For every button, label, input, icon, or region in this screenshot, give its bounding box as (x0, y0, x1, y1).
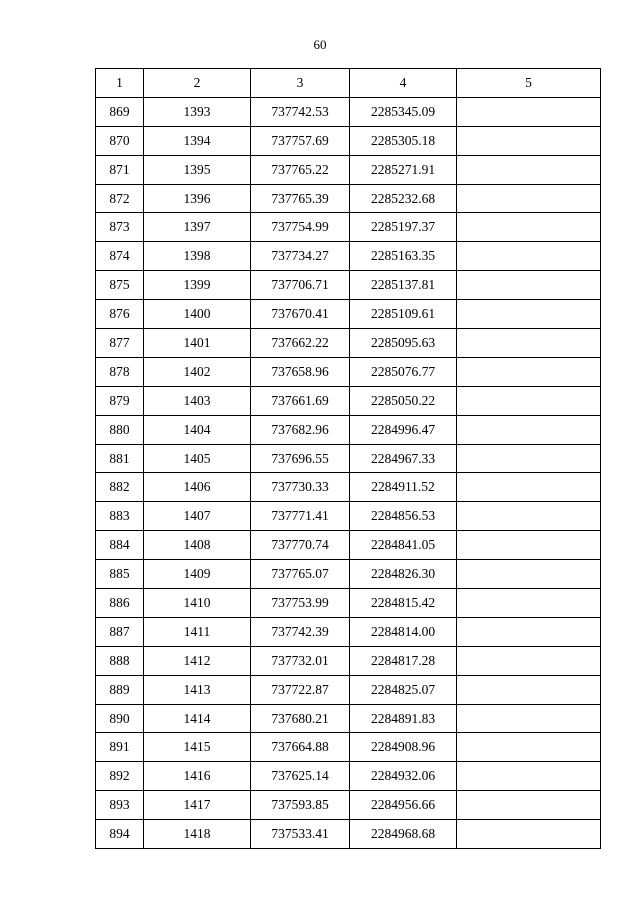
table-row (96, 357, 601, 386)
cell-x-coordinate: 737533.41 (251, 820, 350, 849)
cell-x-coordinate: 737664.88 (251, 733, 350, 762)
column-header: 4 (350, 69, 457, 98)
cell-x-coordinate: 737734.27 (251, 242, 350, 271)
cell-point-number: 881 (96, 444, 144, 473)
cell-point-number: 874 (96, 242, 144, 271)
cell-x-coordinate: 737754.99 (251, 213, 350, 242)
cell-point-number: 884 (96, 531, 144, 560)
table-body (96, 97, 601, 848)
cell-note (457, 444, 601, 473)
cell-vertex-number: 1393 (144, 97, 251, 126)
table-row (96, 444, 601, 473)
cell-y-coordinate: 2285197.37 (350, 213, 457, 242)
table-row (96, 733, 601, 762)
cell-y-coordinate: 2284856.53 (350, 502, 457, 531)
cell-y-coordinate: 2284817.28 (350, 646, 457, 675)
cell-vertex-number: 1418 (144, 820, 251, 849)
cell-note (457, 415, 601, 444)
table-row (96, 473, 601, 502)
cell-note (457, 97, 601, 126)
cell-point-number: 873 (96, 213, 144, 242)
cell-y-coordinate: 2285271.91 (350, 155, 457, 184)
cell-vertex-number: 1397 (144, 213, 251, 242)
cell-x-coordinate: 737682.96 (251, 415, 350, 444)
cell-point-number: 878 (96, 357, 144, 386)
cell-x-coordinate: 737593.85 (251, 791, 350, 820)
cell-vertex-number: 1405 (144, 444, 251, 473)
cell-y-coordinate: 2285076.77 (350, 357, 457, 386)
cell-point-number: 890 (96, 704, 144, 733)
cell-note (457, 617, 601, 646)
table-row (96, 617, 601, 646)
table-row (96, 589, 601, 618)
cell-point-number: 883 (96, 502, 144, 531)
cell-y-coordinate: 2284826.30 (350, 560, 457, 589)
column-header: 2 (144, 69, 251, 98)
cell-y-coordinate: 2285305.18 (350, 126, 457, 155)
table-row (96, 502, 601, 531)
cell-x-coordinate: 737625.14 (251, 762, 350, 791)
cell-x-coordinate: 737658.96 (251, 357, 350, 386)
cell-point-number: 893 (96, 791, 144, 820)
table-row (96, 213, 601, 242)
cell-point-number: 894 (96, 820, 144, 849)
table-row (96, 271, 601, 300)
cell-x-coordinate: 737770.74 (251, 531, 350, 560)
table-row (96, 704, 601, 733)
cell-point-number: 871 (96, 155, 144, 184)
column-header: 5 (457, 69, 601, 98)
table-row (96, 820, 601, 849)
table-row (96, 791, 601, 820)
cell-vertex-number: 1410 (144, 589, 251, 618)
coordinates-table (95, 68, 601, 849)
cell-x-coordinate: 737771.41 (251, 502, 350, 531)
table-row (96, 560, 601, 589)
cell-x-coordinate: 737742.39 (251, 617, 350, 646)
cell-y-coordinate: 2285345.09 (350, 97, 457, 126)
cell-vertex-number: 1396 (144, 184, 251, 213)
cell-vertex-number: 1395 (144, 155, 251, 184)
cell-y-coordinate: 2285137.81 (350, 271, 457, 300)
cell-y-coordinate: 2284932.06 (350, 762, 457, 791)
cell-x-coordinate: 737706.71 (251, 271, 350, 300)
table-row (96, 300, 601, 329)
cell-point-number: 887 (96, 617, 144, 646)
cell-vertex-number: 1398 (144, 242, 251, 271)
table-row (96, 329, 601, 358)
cell-x-coordinate: 737765.39 (251, 184, 350, 213)
cell-point-number: 889 (96, 675, 144, 704)
cell-x-coordinate: 737753.99 (251, 589, 350, 618)
cell-note (457, 213, 601, 242)
cell-y-coordinate: 2285109.61 (350, 300, 457, 329)
table-row (96, 155, 601, 184)
cell-note (457, 502, 601, 531)
cell-note (457, 473, 601, 502)
cell-vertex-number: 1415 (144, 733, 251, 762)
table-row (96, 646, 601, 675)
cell-point-number: 882 (96, 473, 144, 502)
cell-y-coordinate: 2285095.63 (350, 329, 457, 358)
cell-vertex-number: 1403 (144, 386, 251, 415)
cell-note (457, 675, 601, 704)
cell-x-coordinate: 737722.87 (251, 675, 350, 704)
cell-point-number: 877 (96, 329, 144, 358)
cell-vertex-number: 1400 (144, 300, 251, 329)
column-header: 1 (96, 69, 144, 98)
cell-point-number: 875 (96, 271, 144, 300)
cell-y-coordinate: 2284815.42 (350, 589, 457, 618)
cell-x-coordinate: 737765.07 (251, 560, 350, 589)
table-row (96, 97, 601, 126)
cell-note (457, 184, 601, 213)
cell-vertex-number: 1399 (144, 271, 251, 300)
cell-note (457, 242, 601, 271)
cell-vertex-number: 1406 (144, 473, 251, 502)
table-header-row (96, 69, 601, 98)
cell-y-coordinate: 2284908.96 (350, 733, 457, 762)
cell-note (457, 531, 601, 560)
table-row (96, 531, 601, 560)
cell-vertex-number: 1404 (144, 415, 251, 444)
cell-x-coordinate: 737742.53 (251, 97, 350, 126)
cell-note (457, 300, 601, 329)
cell-y-coordinate: 2285232.68 (350, 184, 457, 213)
cell-y-coordinate: 2284956.66 (350, 791, 457, 820)
cell-note (457, 560, 601, 589)
table-row (96, 242, 601, 271)
cell-note (457, 271, 601, 300)
cell-point-number: 879 (96, 386, 144, 415)
table-row (96, 386, 601, 415)
cell-y-coordinate: 2284825.07 (350, 675, 457, 704)
cell-x-coordinate: 737696.55 (251, 444, 350, 473)
cell-point-number: 885 (96, 560, 144, 589)
cell-note (457, 126, 601, 155)
cell-note (457, 733, 601, 762)
cell-point-number: 888 (96, 646, 144, 675)
cell-vertex-number: 1414 (144, 704, 251, 733)
cell-point-number: 891 (96, 733, 144, 762)
cell-y-coordinate: 2285050.22 (350, 386, 457, 415)
cell-point-number: 892 (96, 762, 144, 791)
cell-vertex-number: 1408 (144, 531, 251, 560)
table-row (96, 415, 601, 444)
cell-vertex-number: 1416 (144, 762, 251, 791)
column-header: 3 (251, 69, 350, 98)
cell-note (457, 155, 601, 184)
cell-vertex-number: 1402 (144, 357, 251, 386)
cell-note (457, 762, 601, 791)
cell-x-coordinate: 737732.01 (251, 646, 350, 675)
cell-y-coordinate: 2284891.83 (350, 704, 457, 733)
cell-note (457, 646, 601, 675)
cell-x-coordinate: 737661.69 (251, 386, 350, 415)
cell-y-coordinate: 2284968.68 (350, 820, 457, 849)
cell-y-coordinate: 2284911.52 (350, 473, 457, 502)
cell-note (457, 820, 601, 849)
cell-x-coordinate: 737680.21 (251, 704, 350, 733)
cell-vertex-number: 1401 (144, 329, 251, 358)
cell-x-coordinate: 737670.41 (251, 300, 350, 329)
cell-x-coordinate: 737662.22 (251, 329, 350, 358)
table-row (96, 762, 601, 791)
cell-vertex-number: 1407 (144, 502, 251, 531)
cell-point-number: 880 (96, 415, 144, 444)
cell-point-number: 886 (96, 589, 144, 618)
cell-point-number: 872 (96, 184, 144, 213)
cell-note (457, 589, 601, 618)
table-row (96, 126, 601, 155)
cell-vertex-number: 1409 (144, 560, 251, 589)
page-number: 60 (313, 37, 327, 52)
cell-note (457, 357, 601, 386)
cell-x-coordinate: 737757.69 (251, 126, 350, 155)
cell-note (457, 791, 601, 820)
cell-vertex-number: 1394 (144, 126, 251, 155)
cell-x-coordinate: 737765.22 (251, 155, 350, 184)
cell-y-coordinate: 2284967.33 (350, 444, 457, 473)
cell-y-coordinate: 2285163.35 (350, 242, 457, 271)
cell-point-number: 869 (96, 97, 144, 126)
cell-point-number: 870 (96, 126, 144, 155)
cell-vertex-number: 1412 (144, 646, 251, 675)
table-row (96, 675, 601, 704)
cell-note (457, 329, 601, 358)
cell-vertex-number: 1417 (144, 791, 251, 820)
cell-note (457, 386, 601, 415)
cell-y-coordinate: 2284996.47 (350, 415, 457, 444)
cell-note (457, 704, 601, 733)
cell-y-coordinate: 2284814.00 (350, 617, 457, 646)
cell-x-coordinate: 737730.33 (251, 473, 350, 502)
cell-vertex-number: 1413 (144, 675, 251, 704)
table-row (96, 184, 601, 213)
cell-y-coordinate: 2284841.05 (350, 531, 457, 560)
cell-vertex-number: 1411 (144, 617, 251, 646)
cell-point-number: 876 (96, 300, 144, 329)
